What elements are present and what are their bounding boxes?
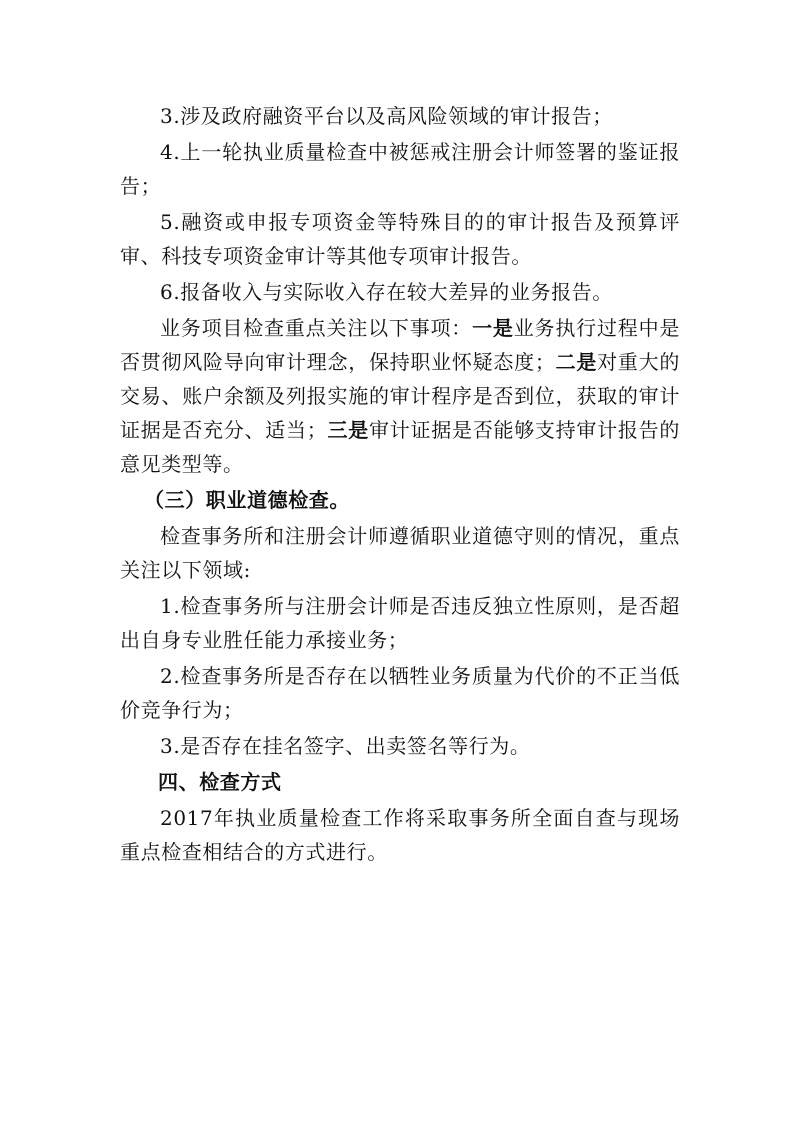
list-item: 5.融资或申报专项资金等特殊目的的审计报告及预算评审、科技专项资金审计等其他专项审计报告。 <box>120 210 680 268</box>
method-paragraph: 2017年执业质量检查工作将采取事务所全面自查与现场重点检查相结合的方式进行。 <box>120 806 680 864</box>
list-item: 3.涉及政府融资平台以及高风险领域的审计报告； <box>160 104 613 128</box>
focus-keyword-1: 一是 <box>472 316 514 340</box>
list-item: 3.是否存在挂名签字、出卖签名等行为。 <box>160 734 531 758</box>
focus-text-2: 对重大的交易、账户余额及列报实施的审计程序是否到位，获取的审计证据是否充分、适当； <box>120 350 680 442</box>
focus-paragraph <box>120 311 680 481</box>
focus-intro: 业务项目检查重点关注以下事项： <box>160 316 473 340</box>
ethics-intro: 检查事务所和注册会计师遵循职业道德守则的情况，重点关注以下领域: <box>120 524 680 582</box>
section-heading-method: 四、检查方式 <box>158 770 282 794</box>
focus-keyword-2: 二是 <box>555 350 598 374</box>
list-item: 1.检查事务所与注册会计师是否违反独立性原则，是否超出自身专业胜任能力承接业务； <box>120 594 680 652</box>
list-item: 4.上一轮执业质量检查中被惩戒注册会计师签署的鉴证报告； <box>120 140 680 198</box>
list-item: 6.报备收入与实际收入存在较大差异的业务报告。 <box>160 280 613 304</box>
focus-text-1: 业务执行过程中是否贯彻风险导向审计理念，保持职业怀疑态度； <box>120 316 681 374</box>
list-item: 2.检查事务所是否存在以牺牲业务质量为代价的不正当低价竞争行为； <box>120 664 680 722</box>
section-heading-ethics: （三）职业道德检查。 <box>144 488 350 512</box>
focus-text-3: 审计证据是否能够支持审计报告的意见类型等。 <box>120 418 681 476</box>
document-page <box>120 99 680 871</box>
focus-keyword-3: 三是 <box>327 418 369 442</box>
